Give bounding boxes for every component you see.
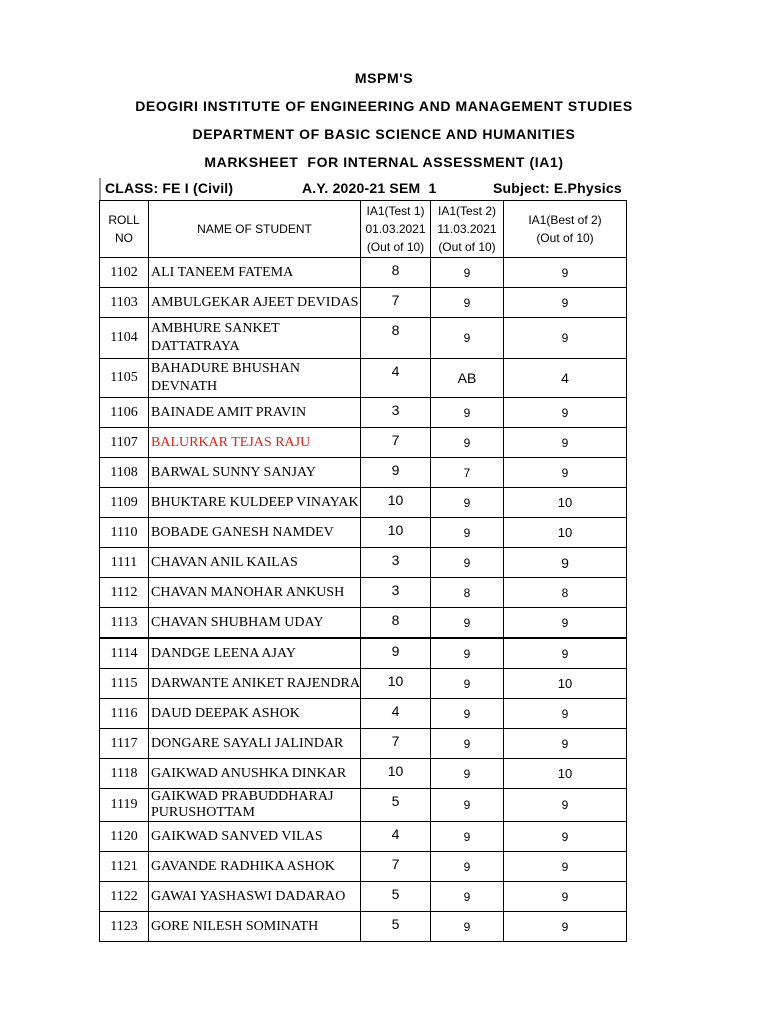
test2-mark: 9 — [431, 608, 504, 639]
table-row — [100, 638, 627, 669]
test1-mark: 8 — [361, 258, 431, 288]
test2-mark: 9 — [431, 852, 504, 882]
best-mark: 9 — [504, 548, 627, 578]
table-row — [100, 729, 627, 759]
col-roll-header — [100, 201, 149, 258]
student-name: DARWANTE ANIKET RAJENDRA — [149, 669, 361, 699]
roll-no: 1107 — [100, 428, 149, 458]
col-test1-header — [361, 201, 431, 258]
roll-no: 1120 — [100, 822, 149, 852]
test2-mark: 9 — [431, 428, 504, 458]
table-row — [100, 912, 627, 942]
roll-no: 1110 — [100, 518, 149, 548]
table-row — [100, 458, 627, 488]
table-row — [100, 488, 627, 518]
student-name: CHAVAN MANOHAR ANKUSH — [149, 578, 361, 608]
student-name: BHUKTARE KULDEEP VINAYAK — [149, 488, 361, 518]
org-name: MSPM'S — [354, 70, 414, 86]
test1-mark: 7 — [361, 428, 431, 458]
col-test2-max: (Out of 10) — [438, 240, 496, 254]
col-test1-max: (Out of 10) — [366, 240, 425, 254]
student-name: DAUD DEEPAK ASHOK — [149, 699, 361, 729]
table-row — [100, 578, 627, 608]
student-name: AMBHURE SANKET DATTATRAYA — [149, 318, 361, 359]
department-title: DEPARTMENT OF BASIC SCIENCE AND HUMANITIES — [192, 126, 576, 142]
best-mark: 10 — [504, 488, 627, 518]
roll-no: 1115 — [100, 669, 149, 699]
test1-mark: 10 — [361, 518, 431, 548]
marks-table — [99, 200, 627, 942]
best-mark: 9 — [504, 852, 627, 882]
test1-mark: 4 — [361, 822, 431, 852]
test1-mark: 3 — [361, 398, 431, 428]
test2-mark: 9 — [431, 518, 504, 548]
roll-no: 1121 — [100, 852, 149, 882]
test1-mark: 8 — [361, 608, 431, 639]
best-mark: 9 — [504, 288, 627, 318]
table-row — [100, 882, 627, 912]
table-row — [100, 759, 627, 789]
test1-mark: 7 — [361, 288, 431, 318]
test1-mark: 10 — [361, 669, 431, 699]
best-mark: 4 — [504, 359, 627, 398]
student-name: BAINADE AMIT PRAVIN — [149, 398, 361, 428]
test2-mark: 7 — [431, 458, 504, 488]
test1-mark: 5 — [361, 882, 431, 912]
test2-mark: 9 — [431, 638, 504, 669]
test1-mark: 9 — [361, 458, 431, 488]
col-best-header — [504, 201, 627, 258]
roll-no: 1104 — [100, 318, 149, 359]
test1-mark: 4 — [361, 359, 431, 398]
student-name: GAIKWAD ANUSHKA DINKAR — [149, 759, 361, 789]
institute-title: DEOGIRI INSTITUTE OF ENGINEERING AND MANAGEMENT STUDIES — [135, 98, 633, 114]
subject-label: Subject: E.Physics — [493, 180, 622, 196]
best-mark: 9 — [504, 822, 627, 852]
student-name: BARWAL SUNNY SANJAY — [149, 458, 361, 488]
test2-mark: 9 — [431, 912, 504, 942]
test2-mark: 9 — [431, 669, 504, 699]
academic-year-label: A.Y. 2020-21 SEM 1 — [302, 180, 437, 196]
student-name: DANDGE LEENA AJAY — [149, 638, 361, 669]
student-name: BAHADURE BHUSHAN DEVNATH — [149, 359, 361, 398]
table-row — [100, 822, 627, 852]
test1-mark: 4 — [361, 699, 431, 729]
test1-mark: 10 — [361, 759, 431, 789]
test2-mark: AB — [431, 359, 504, 398]
student-name: AMBULGEKAR AJEET DEVIDAS — [149, 288, 361, 318]
roll-no: 1122 — [100, 882, 149, 912]
table-row — [100, 428, 627, 458]
test2-mark: 9 — [431, 822, 504, 852]
table-header-row — [100, 201, 627, 258]
best-mark: 8 — [504, 578, 627, 608]
test1-mark: 7 — [361, 729, 431, 759]
table-row — [100, 359, 627, 398]
test1-mark: 3 — [361, 548, 431, 578]
student-name: GAVANDE RADHIKA ASHOK — [149, 852, 361, 882]
roll-no: 1105 — [100, 359, 149, 398]
best-mark: 10 — [504, 518, 627, 548]
student-name: ALI TANEEM FATEMA — [149, 258, 361, 288]
test2-mark: 9 — [431, 729, 504, 759]
test2-mark: 9 — [431, 548, 504, 578]
student-name: BOBADE GANESH NAMDEV — [149, 518, 361, 548]
roll-no: 1106 — [100, 398, 149, 428]
best-mark: 9 — [504, 912, 627, 942]
test2-mark: 9 — [431, 258, 504, 288]
col-best-label: IA1(Best of 2) — [528, 213, 602, 227]
col-test2-label: IA1(Test 2) — [437, 204, 497, 218]
test1-mark: 3 — [361, 578, 431, 608]
best-mark: 9 — [504, 699, 627, 729]
col-best-max: (Out of 10) — [536, 231, 594, 245]
test1-mark: 7 — [361, 852, 431, 882]
col-test1-date: 01.03.2021 — [365, 222, 426, 236]
test2-mark: 9 — [431, 882, 504, 912]
roll-no: 1111 — [100, 548, 149, 578]
table-row — [100, 608, 627, 639]
table-row — [100, 258, 627, 288]
test1-mark: 5 — [361, 789, 431, 822]
test2-mark: 9 — [431, 699, 504, 729]
best-mark: 9 — [504, 729, 627, 759]
roll-no: 1119 — [100, 789, 149, 822]
test2-mark: 9 — [431, 318, 504, 359]
best-mark: 9 — [504, 789, 627, 822]
best-mark: 9 — [504, 638, 627, 669]
class-label: CLASS: FE I (Civil) — [105, 180, 234, 196]
table-row — [100, 288, 627, 318]
roll-no: 1102 — [100, 258, 149, 288]
student-name-highlighted: BALURKAR TEJAS RAJU — [149, 428, 361, 458]
col-test1-label: IA1(Test 1) — [366, 204, 425, 218]
table-row — [100, 669, 627, 699]
table-row — [100, 518, 627, 548]
meta-divider — [99, 178, 101, 200]
best-mark: 9 — [504, 258, 627, 288]
test2-mark: 9 — [431, 488, 504, 518]
test1-mark: 5 — [361, 912, 431, 942]
roll-no: 1103 — [100, 288, 149, 318]
col-roll-label-2: NO — [115, 231, 133, 245]
best-mark: 9 — [504, 608, 627, 639]
table-row — [100, 548, 627, 578]
best-mark: 9 — [504, 458, 627, 488]
test2-mark: 8 — [431, 578, 504, 608]
roll-no: 1117 — [100, 729, 149, 759]
test2-mark: 9 — [431, 398, 504, 428]
roll-no: 1112 — [100, 578, 149, 608]
roll-no: 1109 — [100, 488, 149, 518]
student-name: DONGARE SAYALI JALINDAR — [149, 729, 361, 759]
roll-no: 1113 — [100, 608, 149, 639]
col-name-header: NAME OF STUDENT — [149, 201, 361, 258]
best-mark: 10 — [504, 759, 627, 789]
best-mark: 9 — [504, 398, 627, 428]
col-test2-date: 11.03.2021 — [437, 222, 497, 236]
roll-no: 1108 — [100, 458, 149, 488]
best-mark: 9 — [504, 882, 627, 912]
best-mark: 10 — [504, 669, 627, 699]
student-name: GORE NILESH SOMINATH — [149, 912, 361, 942]
test2-mark: 9 — [431, 288, 504, 318]
student-name: GAWAI YASHASWI DADARAO — [149, 882, 361, 912]
test1-mark: 10 — [361, 488, 431, 518]
table-row — [100, 318, 627, 359]
roll-no: 1118 — [100, 759, 149, 789]
test1-mark: 9 — [361, 638, 431, 669]
test2-mark: 9 — [431, 759, 504, 789]
table-row — [100, 789, 627, 822]
student-name: GAIKWAD PRABUDDHARAJ PURUSHOTTAM — [149, 789, 361, 822]
col-roll-label-1: ROLL — [108, 213, 140, 227]
table-row — [100, 852, 627, 882]
best-mark: 9 — [504, 318, 627, 359]
test2-mark: 9 — [431, 789, 504, 822]
student-name: CHAVAN ANIL KAILAS — [149, 548, 361, 578]
table-row — [100, 398, 627, 428]
col-test2-header — [431, 201, 504, 258]
best-mark: 9 — [504, 428, 627, 458]
roll-no: 1114 — [100, 638, 149, 669]
marks-table-body — [100, 258, 627, 942]
student-name: CHAVAN SHUBHAM UDAY — [149, 608, 361, 639]
roll-no: 1123 — [100, 912, 149, 942]
marksheet-title: MARKSHEET FOR INTERNAL ASSESSMENT (IA1) — [204, 154, 564, 170]
student-name: GAIKWAD SANVED VILAS — [149, 822, 361, 852]
table-row — [100, 699, 627, 729]
test1-mark: 8 — [361, 318, 431, 359]
roll-no: 1116 — [100, 699, 149, 729]
